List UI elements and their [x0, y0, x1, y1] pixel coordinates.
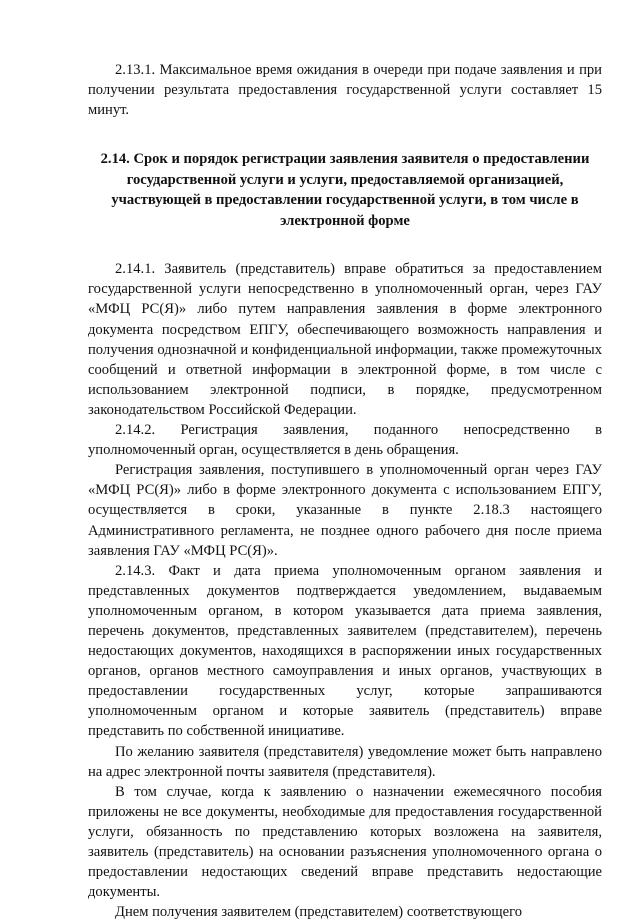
section-heading-2-14: 2.14. Срок и порядок регистрации заявления заявителя о предоставлении государственной услуги и услуги, предоставляемой организацией, участвующей в предоставлении государственной услуги, в том числе в электронной форме: [100, 151, 590, 229]
document-page: [88, 60, 602, 922]
paragraph-2-14-1: 2.14.1. Заявитель (представитель) вправе обратиться за предоставлением государственной услуги непосредственно в уполномоченный орган, через ГАУ «МФЦ РС(Я)» либо путем направления заявления в форме электронного документа посредством ЕПГУ, обеспечивающего возможность направления и получения однозначной и конфиденциальной информации, также промежуточных сообщений и ответной информации в электронной форме, в том числе с использованием электронной подписи, в порядке, предусмотренном законодательством Российской Федерации.: [88, 261, 602, 418]
paragraph-2-14-3: 2.14.3. Факт и дата приема уполномоченным органом заявления и представленных документов подтверждается уведомлением, выдаваемым уполномоченным органом, в котором указывается дата приема заявления, перечень документов, представленных заявителем (представителем), перечень недостающих документов, находящихся в распоряжении иных государственных органов, органов местного самоуправления и иных органов, участвующих в предоставлении государственных услуг, которые запрашиваются уполномоченным органом и которые заявитель (представитель) вправе представить по собственной инициативе.: [88, 562, 602, 740]
paragraph-last-line-text: Днем получения заявителем (представителем) соответствующего: [115, 904, 522, 921]
paragraph-last-line: [88, 902, 602, 922]
paragraph-email-notice: По желанию заявителя (представителя) уведомление может быть направлено на адрес электронной почты заявителя (представителя).: [88, 743, 602, 780]
paragraph-missing-documents: В том случае, когда к заявлению о назначении ежемесячного пособия приложены не все документы, необходимые для предоставления государственной услуги, обязанность по представлению которых возложена на заявителя, заявитель (представитель) на основании разъяснения уполномоченного органа о предоставлении недостающих сведений вправе представить недостающие документы.: [88, 783, 602, 901]
paragraph-registration: Регистрация заявления, поступившего в уполномоченный орган через ГАУ «МФЦ РС(Я)» либо в форме электронного документа с использованием ЕПГУ, осуществляется в сроки, указанные в пункте 2.18.3 настоящего Административного регламента, не позднее одного рабочего дня после приема заявления ГАУ «МФЦ РС(Я)».: [88, 462, 602, 559]
paragraph-2-13-1: 2.13.1. Максимальное время ожидания в очереди при подаче заявления и при получении результата предоставления государственной услуги составляет 15 минут.: [88, 62, 602, 119]
paragraph-2-14-2: 2.14.2. Регистрация заявления, поданного непосредственно в уполномоченный орган, осуществляется в день обращения.: [88, 422, 602, 459]
